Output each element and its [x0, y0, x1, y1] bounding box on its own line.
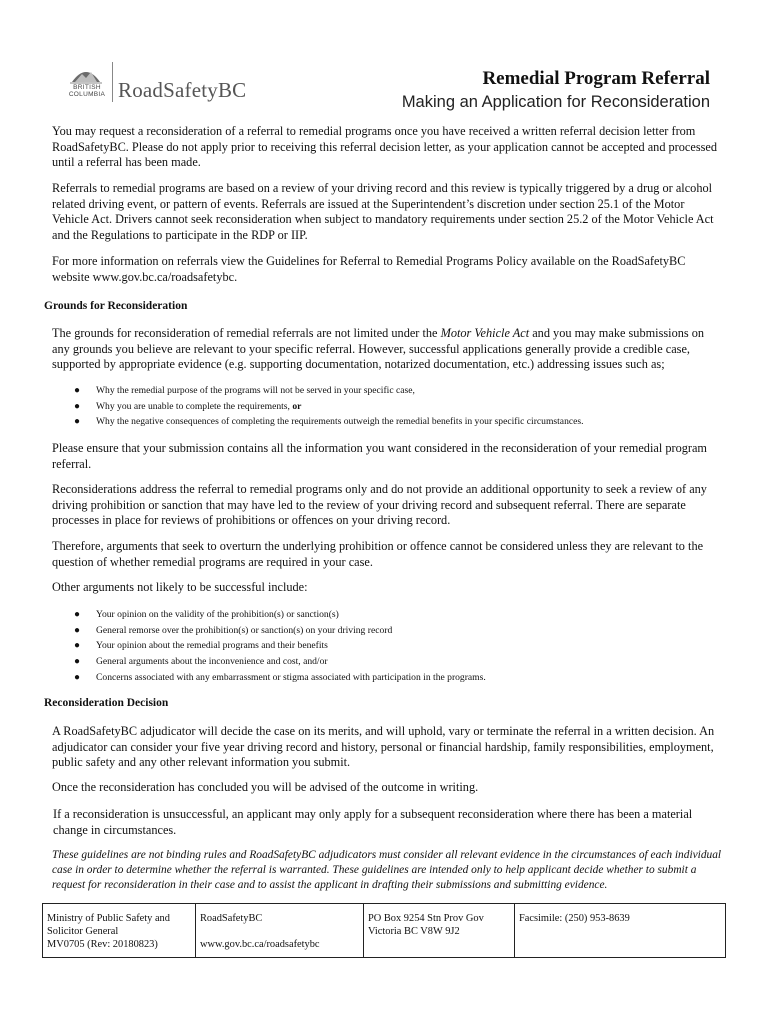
list-item: ● Why the negative consequences of completing the requirements outweigh the remedial benefits in your specific circumstances. [74, 414, 724, 430]
list-item: ● Why you are unable to complete the requirements, or [74, 399, 724, 415]
footer-website: www.gov.bc.ca/roadsafetybc [200, 939, 320, 950]
bullet-icon: ● [74, 656, 81, 668]
intro-paragraph-2: Referrals to remedial programs are based on a review of your driving record and this review is typically triggered by a drug or alcohol related driving event, or pattern of events. Referrals are issued at the Superintendent’s discretion under section 25.1 of the Motor Vehicle Act. Drivers cannot seek reconsideration when subject to mandatory requirements under section 25.2 of the Motor Vehicle Act and the Regulations to participate in the RDP or IIP. [52, 181, 714, 242]
page-subtitle: Making an Application for Reconsideration [401, 93, 710, 111]
list-item: ● General arguments about the inconvenience and cost, and/or [74, 654, 724, 670]
bc-sun-mountain-icon [66, 62, 106, 84]
logo-brand-text: RoadSafetyBC [118, 78, 247, 102]
footer-contact-table [42, 903, 726, 958]
act-name: Motor Vehicle Act [440, 326, 530, 340]
grounds-paragraph-2: Please ensure that your submission contains all the information you want considered in the reconsideration of your remedial program referral. [52, 441, 707, 471]
footer-address-cell: PO Box 9254 Stn Prov Gov Victoria BC V8W 9J2 [364, 904, 515, 957]
grounds-paragraph-4: Therefore, arguments that seek to overturn the underlying prohibition or offence cannot be considered unless they are relevant to the question of whether remedial programs are required in your case. [52, 539, 704, 569]
form-id: MV0705 (Rev: 20180823) [47, 939, 158, 950]
decision-paragraph-1: A RoadSafetyBC adjudicator will decide the case on its merits, and will uphold, vary or terminate the referral in a written decision. An adjudicator can consider your five year driving record and history, personal or financial hardship, family responsibilities, employment, public safety and any other relevant information you submit. [52, 724, 715, 770]
list-item: ● General remorse over the prohibition(s) or sanction(s) on your driving record [74, 623, 724, 639]
grounds-paragraph-1: The grounds for reconsideration of remedial referrals are not limited under the Motor Vehicle Act and you may make submissions on any grounds you believe are relevant to your specific referral. However, successful applications generally provide a credible case, supported by appropriate evidence (e.g. supporting documentation, notarized documentation, etc.) addressing issues such as; [52, 326, 705, 372]
bullet-icon: ● [74, 640, 81, 652]
grounds-paragraph-3: Reconsiderations address the referral to remedial programs only and do not provide an additional opportunity to seek a review of any driving prohibition or sanction that may have led to the review of your driving record and subsequent referral. There are separate processes in place for reviews of prohibitions or offences on your driving record. [52, 482, 707, 528]
logo-divider [112, 62, 113, 102]
logo-province-text: BRITISH COLUMBIA [68, 84, 106, 98]
grounds-bullet-list [74, 383, 724, 430]
guidelines-note: These guidelines are not binding rules and RoadSafetyBC adjudicators must consider all relevant evidence in the circumstances of each individual case in order to determine whether the referral is warranted. These guidelines are intended only to help applicant decide whether to submit a request for reconsideration in their case and to assist the applicant in drafting their submissions and submitting evidence. [52, 849, 722, 891]
list-item: ● Your opinion about the remedial programs and their benefits [74, 638, 724, 654]
page-title: Remedial Program Referral [482, 68, 710, 89]
decision-heading: Reconsideration Decision [44, 697, 169, 709]
bullet-icon: ● [74, 671, 81, 683]
intro-paragraph-3: For more information on referrals view the Guidelines for Referral to Remedial Programs Policy available on the RoadSafetyBC website www.gov.bc.ca/roadsafetybc. [52, 254, 686, 284]
decision-paragraph-2: Once the reconsideration has concluded you will be advised of the outcome in writing. [52, 780, 479, 794]
footer-org-cell: RoadSafetyBC www.gov.bc.ca/roadsafetybc [196, 904, 364, 957]
list-item: ● Concerns associated with any embarrassment or stigma associated with participation in the programs. [74, 670, 724, 686]
bullet-icon: ● [74, 385, 81, 396]
decision-paragraph-3: If a reconsideration is unsuccessful, an applicant may only apply for a subsequent reconsideration where there has been a material change in circumstances. [53, 807, 693, 837]
grounds-heading: Grounds for Reconsideration [44, 300, 188, 312]
list-item: ● Your opinion on the validity of the prohibition(s) or sanction(s) [74, 607, 724, 623]
unsuccessful-arguments-list [74, 607, 724, 685]
bullet-icon: ● [74, 416, 81, 428]
bc-roadsafety-logo [60, 58, 247, 108]
footer-ministry-cell: Ministry of Public Safety and Solicitor General MV0705 (Rev: 20180823) [43, 904, 196, 957]
list-item: ● Why the remedial purpose of the programs will not be served in your specific case, [74, 383, 724, 399]
intro-paragraph-1: You may request a reconsideration of a referral to remedial programs once you have received a written referral decision letter from RoadSafetyBC. Please do not apply prior to receiving this referral decision letter, as your application cannot be accepted and processed until a referral has been made. [52, 124, 718, 170]
bullet-icon: ● [74, 609, 81, 620]
footer-fax-cell: Facsimile: (250) 953-8639 [519, 913, 630, 924]
bullet-icon: ● [74, 400, 81, 412]
grounds-paragraph-5: Other arguments not likely to be successful include: [52, 580, 308, 594]
bullet-icon: ● [74, 624, 81, 636]
